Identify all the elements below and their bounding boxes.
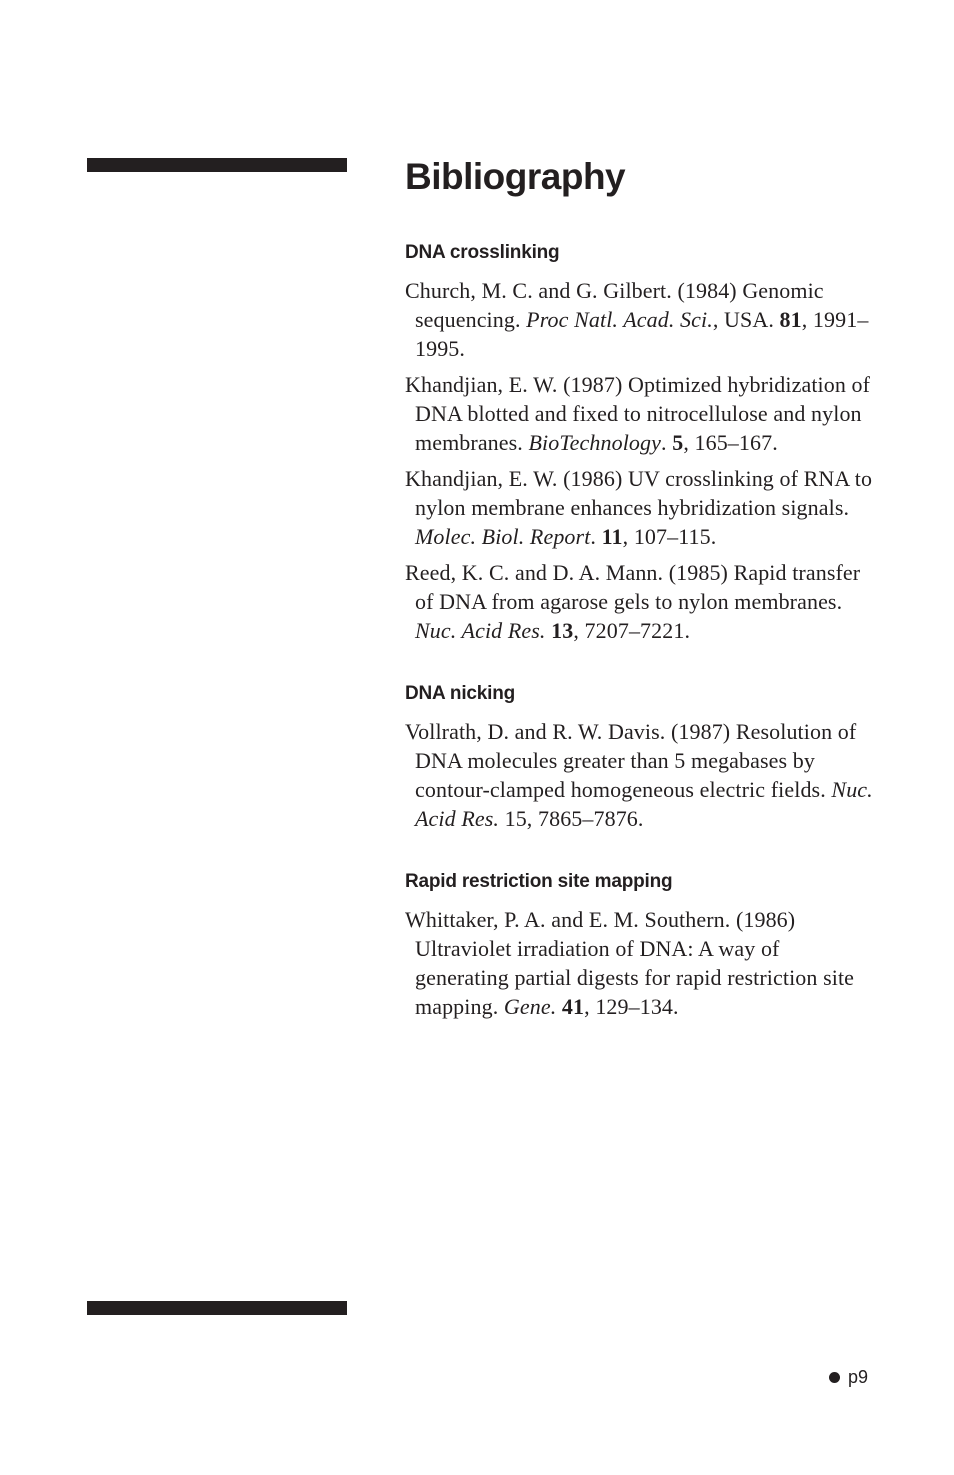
ref-journal: Molec. Biol. Report [415,524,591,549]
bottom-rule [87,1301,347,1315]
ref-separator: . [590,524,602,549]
reference-entry [405,464,875,551]
reference-entry [405,370,875,457]
page-folio [829,1365,868,1389]
section-dna-crosslinking [405,240,875,645]
ref-journal: Nuc. Acid Res. [415,618,546,643]
ref-authors: Reed, K. C. and D. A. Mann. (1985) Rapid transfer of DNA from agarose gels to nylon membranes. [405,560,861,614]
ref-pages: , 7207–7221. [573,618,691,643]
section-rapid-restriction-site-mapping [405,869,875,1021]
ref-authors: Church, M. C. and G. Gilbert. (1984) Genomic sequencing. [405,278,824,332]
ref-journal: BioTechnology [528,430,661,455]
ref-pages: , 107–115. [622,524,717,549]
page-title: Bibliography [405,156,626,197]
section-heading: Rapid restriction site mapping [405,871,673,892]
ref-pages: , 7865–7876. [526,806,644,831]
ref-authors: Whittaker, P. A. and E. M. Southern. (1986) Ultraviolet irradiation of DNA: A way of generating partial digests for rapid restriction site mapping. [405,907,855,1019]
ref-pages: , 1991–1995. [415,307,869,361]
ref-volume: 81 [779,307,802,332]
ref-pages: , 129–134. [584,994,679,1019]
ref-volume: 11 [601,524,623,549]
section-heading: DNA crosslinking [405,242,560,263]
ref-volume: 13 [551,618,574,643]
ref-journal: Nuc. Acid Res. [415,777,873,831]
ref-volume: 41 [561,994,585,1019]
page-number: p9 [848,1367,869,1387]
ref-authors: Khandjian, E. W. (1987) Optimized hybridization of DNA blotted and fixed to nitrocellulose and nylon membranes. [405,372,871,455]
reference-entry [405,905,875,1021]
section-heading: DNA nicking [405,683,516,704]
ref-journal: Proc Natl. Acad. Sci. [526,307,713,332]
bibliography-content [405,150,875,1028]
bullet-icon [829,1372,840,1383]
section-dna-nicking [405,681,875,833]
reference-entry [405,276,875,363]
ref-authors: Khandjian, E. W. (1986) UV crosslinking of RNA to nylon membrane enhances hybridization signals. [405,466,873,520]
ref-separator: . [661,430,673,455]
ref-authors: Vollrath, D. and R. W. Davis. (1987) Resolution of DNA molecules greater than 5 megabases by contour-clamped homogeneous electric fields. [405,719,857,802]
reference-entry [405,717,875,833]
reference-entry [405,558,875,645]
ref-pages: , 165–167. [683,430,778,455]
ref-volume: 5 [672,430,684,455]
ref-journal: Gene. [503,994,557,1019]
ref-volume: 15 [504,806,527,831]
top-rule [87,158,347,172]
ref-separator: , USA. [712,307,780,332]
